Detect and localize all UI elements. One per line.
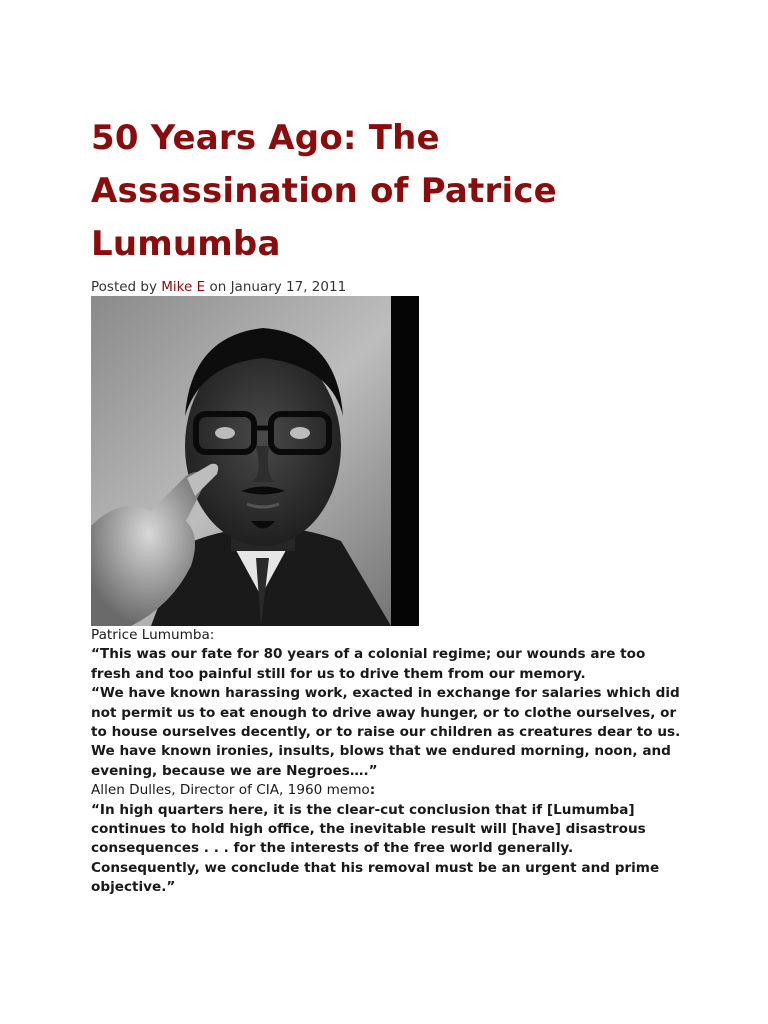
quote-colonial-regime: “This was our fate for 80 years of a colonial regime; our wounds are too fresh and too painful still for us to drive them from our memory. (91, 646, 646, 682)
byline-prefix: Posted by (91, 279, 157, 295)
speaker-dulles (91, 781, 681, 800)
post-date: January 17, 2011 (230, 279, 347, 295)
article-body (91, 626, 681, 898)
quote-dulles-memo: “In high quarters here, it is the clear-cut conclusion that if [Lumumba] continues to hold high office, the inevitable result will [have] disastrous consequences . . . for the interests of the free world generally. Consequently, we conclude that his removal must be an urgent and prime objective.” (91, 801, 660, 896)
article (91, 112, 691, 898)
title-line-2: Assassination of Patrice (91, 171, 557, 211)
article-title (91, 112, 691, 271)
speaker-dulles-colon: : (369, 782, 376, 799)
quote-harassing-work: “We have known harassing work, exacted in exchange for salaries which did not permit us to eat enough to drive away hunger, or to clothe ourselves, or to house ourselves decently, or to raise our children as creatures dear to us. We have known ironies, insults, blows that we endured morning, noon, and evening, because we are Negroes….” (91, 685, 681, 779)
speaker-lumumba: Patrice Lumumba: (91, 627, 215, 643)
speaker-dulles-text: Allen Dulles, Director of CIA, 1960 memo (91, 782, 370, 799)
title-line-1: 50 Years Ago: The (91, 118, 440, 158)
byline-on: on (209, 279, 227, 295)
portrait-photo (91, 296, 419, 626)
title-line-3: Lumumba (91, 224, 281, 264)
author-link[interactable]: Mike E (161, 279, 206, 295)
byline (91, 278, 691, 296)
